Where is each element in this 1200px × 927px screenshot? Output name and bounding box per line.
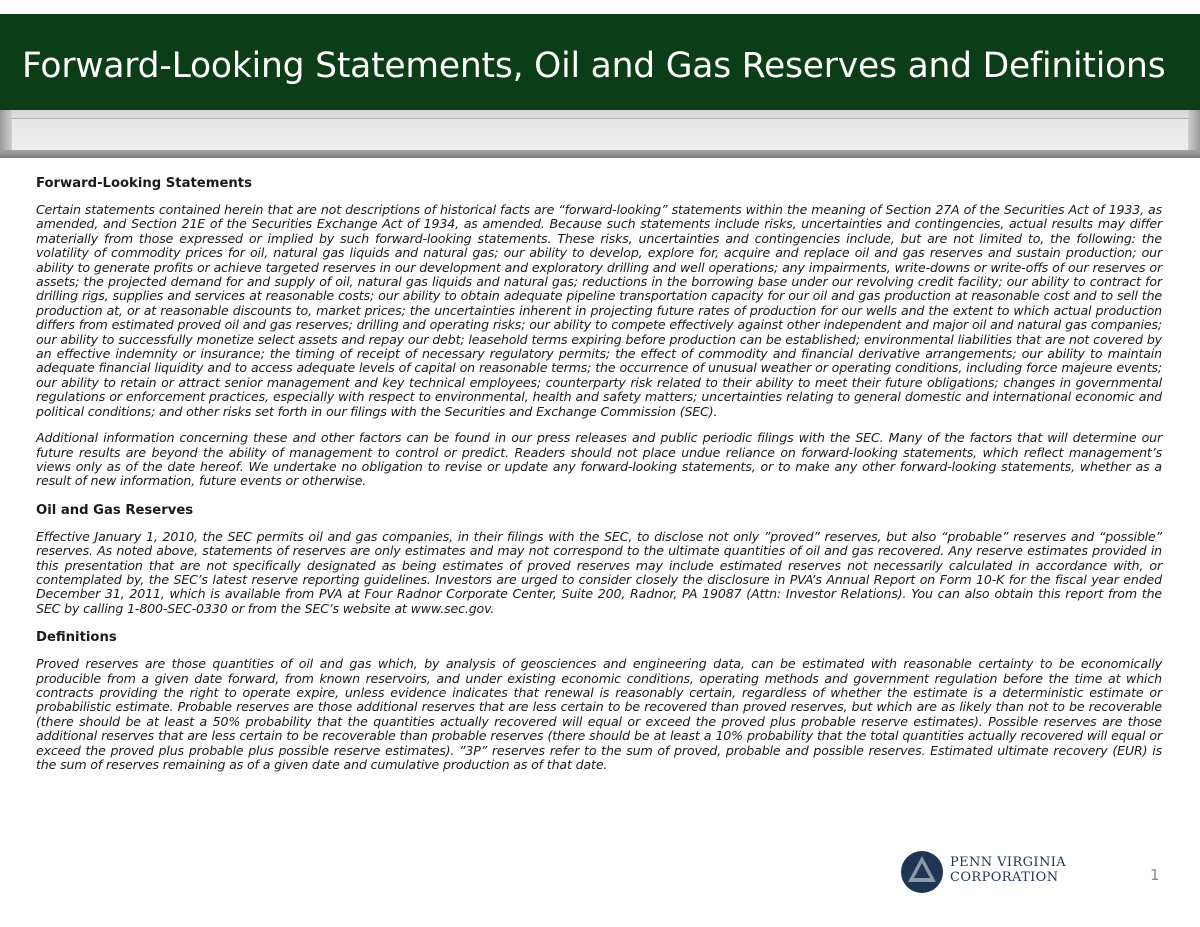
top-strip: [0, 0, 1200, 14]
logo-text-line1: PENN VIRGINIA: [950, 855, 1067, 870]
paragraph: Proved reserves are those quantities of oil and gas which, by analysis of geosciences and engineering data, can be estimated with reasonable certainty to be economically producible from a given date forward, from known reservoirs, and under existing economic conditions, operating methods and government regulation before the time at which contracts providing the right to operate expire, unless evidence indicates that renewal is reasonably certain, regardless of whether the estimate is a deterministic estimate or probabilistic estimate. Probable reserves are those additional reserves that are less certain to be recovered than proved reserves, but which are as likely than not to be recoverable (there should be at least a 50% probability that the quantities actually recovered will equal or exceed the proved plus probable reserve estimates). Possible reserves are those additional reserves that are less certain to be recoverable than probable reserves (there should be at least a 10% probability that the total quantities actually recovered will equal or exceed the proved plus probable plus possible reserve estimates). ”3P” reserves refer to the sum of proved, probable and possible reserves. Estimated ultimate recovery (EUR) is the sum of reserves remaining as of a given date and cumulative production as of that date.: [36, 656, 1162, 772]
logo-mark-icon: [900, 849, 946, 895]
paragraph: Additional information concerning these and other factors can be found in our press releases and public periodic filings with the SEC. Many of the factors that will determine our future results are beyond the ability of management to control or predict. Readers should not place undue reliance on forward-looking statements, which reflect management’s views only as of the date hereof. We undertake no obligation to revise or update any forward-looking statements, or to make any other forward-looking statements, whether as a result of new information, future events or otherwise.: [36, 430, 1162, 489]
section-definitions: [36, 630, 1162, 772]
title-bevel-bar: [0, 110, 1200, 158]
disclosure-content: [36, 176, 1162, 784]
paragraph: Effective January 1, 2010, the SEC permits oil and gas companies, in their filings with the SEC, to disclose not only ”proved” reserves, but also “probable” reserves and “possible” reserves. As noted above, statements of reserves are only estimates and may not correspond to the ultimate quantities of oil and gas recovered. Any reserve estimates provided in this presentation that are not specifically designated as being estimates of proved reserves may include estimated reserves not necessarily calculated in accordance with, or contemplated by, the SEC’s latest reserve reporting guidelines. Investors are urged to consider closely the disclosure in PVA’s Annual Report on Form 10-K for the fiscal year ended December 31, 2011, which is available from PVA at Four Radnor Corporate Center, Suite 200, Radnor, PA 19087 (Attn: Investor Relations). You can also obtain this report from the SEC by calling 1-800-SEC-0330 or from the SEC’s website at www.sec.gov.: [36, 528, 1162, 616]
page-title: Forward-Looking Statements, Oil and Gas Reserves and Definitions: [22, 46, 1166, 86]
company-logo: [900, 849, 1090, 895]
section-forward-looking: [36, 176, 1162, 489]
section-heading: Definitions: [36, 630, 117, 646]
paragraph: Certain statements contained herein that are not descriptions of historical facts are “forward-looking” statements within the meaning of Section 27A of the Securities Act of 1933, as amended, and Section 21E of the Securities Exchange Act of 1934, as amended. Because such statements include risks, uncertainties and contingencies, actual results may differ materially from those expressed or implied by such forward-looking statements. These risks, uncertainties and contingencies include, but are not limited to, the following: the volatility of commodity prices for oil, natural gas liquids and natural gas; our ability to develop, explore for, acquire and replace oil and gas reserves and sustain production; our ability to generate profits or achieve targeted reserves in our development and exploratory drilling and well operations; any impairments, write-downs or write-offs of our reserves or assets; the projected demand for and supply of oil, natural gas liquids and natural gas; reductions in the borrowing base under our revolving credit facility; our ability to contract for drilling rigs, supplies and services at reasonable costs; our ability to obtain adequate pipeline transportation capacity for our oil and gas production at reasonable cost and to sell the production at, or at reasonable discounts to, market prices; the uncertainties inherent in projecting future rates of production for our wells and the extent to which actual production differs from estimated proved oil and gas reserves; drilling and operating risks; our ability to compete effectively against other independent and major oil and natural gas companies; our ability to successfully monetize select assets and repay our debt; leasehold terms expiring before production can be established; environmental liabilities that are not covered by an effective indemnity or insurance; the timing of receipt of necessary regulatory permits; the effect of commodity and financial derivative arrangements; our ability to maintain adequate financial liquidity and to access adequate levels of capital on reasonable terms; the occurrence of unusual weather or operating conditions, including force majeure events; our ability to retain or attract senior management and key technical employees; counterparty risk related to their ability to meet their future obligations; changes in governmental regulations or enforcement practices, especially with respect to environmental, health and safety matters; uncertainties relating to general domestic and international economic and political conditions; and other risks set forth in our filings with the Securities and Exchange Commission (SEC).: [36, 202, 1162, 419]
title-bar: [0, 14, 1200, 110]
page-number: 1: [1150, 866, 1160, 884]
section-oil-gas-reserves: [36, 503, 1162, 616]
section-heading: Forward-Looking Statements: [36, 176, 252, 191]
section-heading: Oil and Gas Reserves: [36, 502, 194, 518]
logo-text-line2: CORPORATION: [950, 870, 1059, 885]
